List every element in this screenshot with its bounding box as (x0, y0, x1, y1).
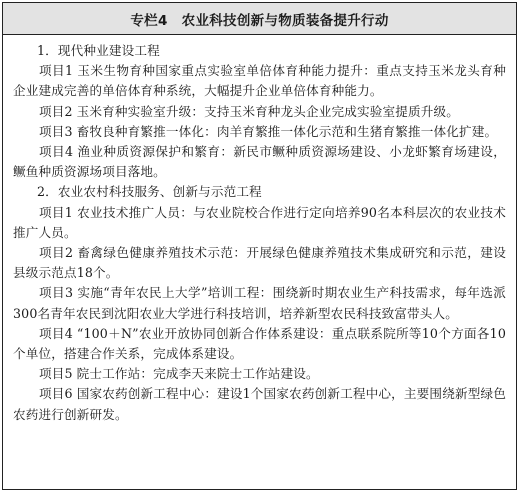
project-item (13, 364, 506, 384)
project-name: 项目2 (39, 103, 73, 119)
column-content (3, 35, 516, 425)
project-name: 项目4 (39, 144, 74, 160)
project-item (13, 324, 506, 364)
column-header (3, 3, 516, 35)
column-box (2, 2, 517, 490)
project-text: 农业技术推广人员：与农业院校合作进行定向培养90名本科层次的农业技术推广人员。 (13, 204, 506, 240)
project-item (13, 243, 506, 283)
section-title: 2．农业农村科技服务、创新与示范工程 (37, 184, 262, 200)
project-name: 项目5 (39, 366, 73, 382)
project-text: 渔业种质资源保护和繁育：新民市鳜种质资源场建设、小龙虾繁育场建设，鳜鱼种质资源场项目落地。 (13, 144, 506, 180)
project-name: 项目6 (39, 386, 73, 402)
column-label: 专栏4 (130, 12, 168, 29)
project-text: “100＋N”农业开放协同创新合作体系建设：重点联系院所等10个方面各10个单位，搭建合作关系，完成体系建设。 (13, 325, 506, 362)
project-item (13, 283, 506, 323)
project-item (13, 384, 506, 424)
project-name: 项目4 (39, 325, 73, 341)
project-name: 项目1 (39, 63, 74, 79)
project-text: 玉米育种实验室升级：支持玉米育种龙头企业完成实验室提质升级。 (76, 103, 459, 119)
column-title: 农业科技创新与物质装备提升行动 (181, 12, 389, 29)
project-text: 国家农药创新工程中心：建设1个国家农药创新工程中心，主要围绕新型绿色农药进行创新研发。 (13, 386, 506, 422)
project-item (13, 142, 506, 182)
project-text: 实施“青年农民上大学”培训工程：围绕新时期农业生产科技需求，每年选派300名青年农民到沈阳农业大学进行科技培训，培养新型农民科技致富带头人。 (13, 285, 506, 321)
project-text: 院士工作站：完成李天来院士工作站建设。 (76, 366, 319, 382)
project-item (13, 122, 506, 142)
project-text: 畜牧良种育繁推一体化：肉羊育繁推一体化示范和生猪育繁推一体化扩建。 (76, 123, 498, 139)
project-text: 玉米生物育种国家重点实验室单倍体育种能力提升：重点支持玉米龙头育种企业建成完善的单倍体育种系统，大幅提升企业单倍体育种能力。 (13, 63, 506, 99)
project-name: 项目3 (39, 285, 74, 301)
project-item (13, 203, 506, 243)
project-name: 项目2 (39, 245, 74, 261)
project-text: 畜禽绿色健康养殖技术示范：开展绿色健康养殖技术集成研究和示范，建设县级示范点18个。 (13, 245, 506, 281)
project-name: 项目3 (39, 123, 73, 139)
project-name: 项目1 (39, 204, 73, 220)
project-item (13, 61, 506, 101)
section-title: 1．现代种业建设工程 (37, 43, 160, 58)
project-item (13, 102, 506, 122)
